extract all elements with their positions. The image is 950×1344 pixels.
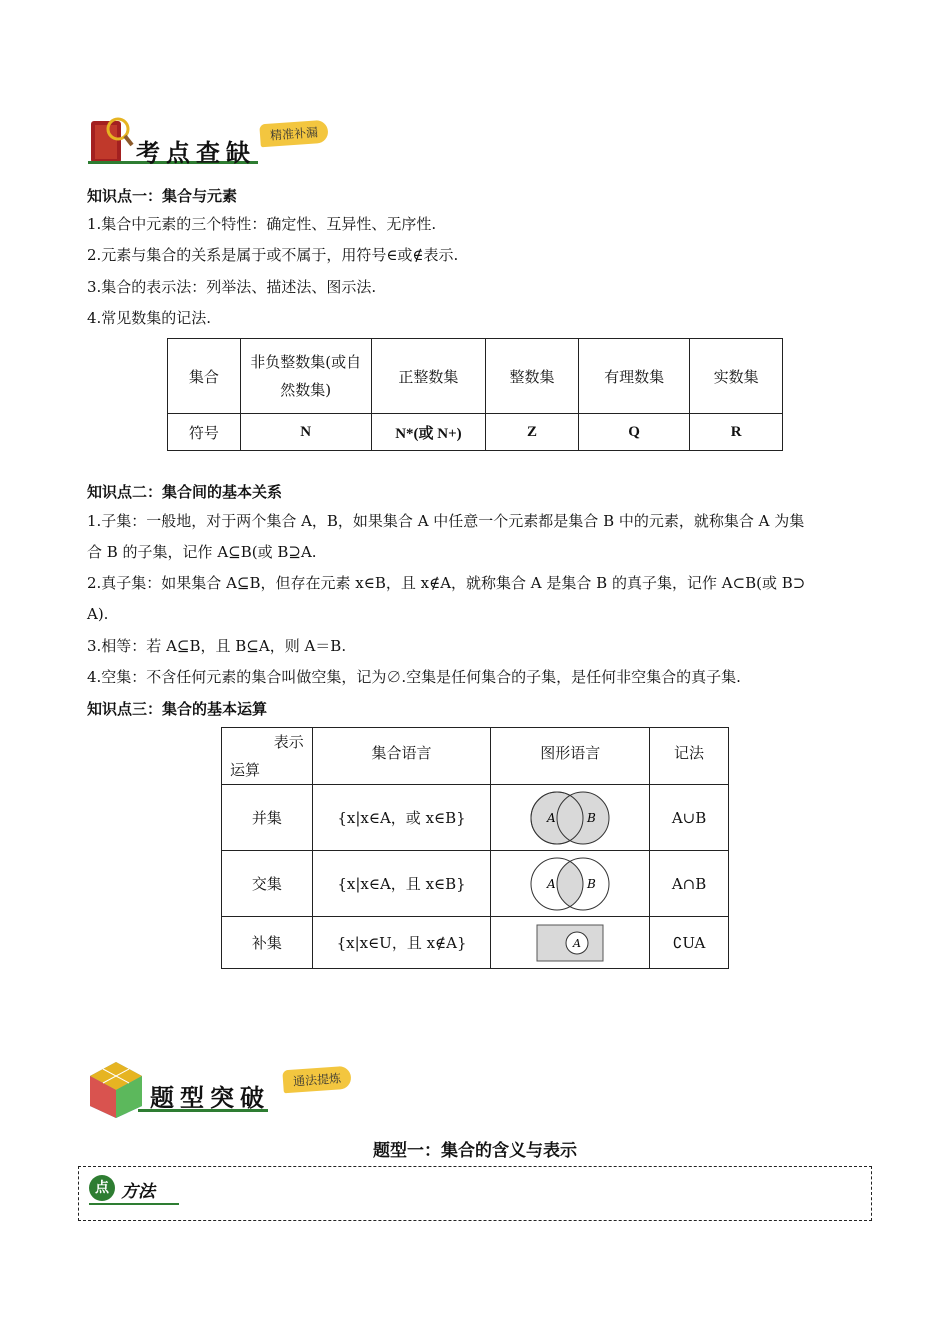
table-cell: {x|x∈A，且 x∈B} [312, 851, 491, 917]
text-line: A). [87, 605, 109, 623]
section-title: 题型一：集合的含义与表示 [373, 1141, 577, 1161]
table-cell: 正整数集 [371, 339, 486, 414]
text-line: 2.元素与集合的关系是属于或不属于，用符号∈或∉表示. [87, 246, 459, 264]
method-badge: 点 [89, 1175, 115, 1201]
text-line: 3.集合的表示法：列举法、描述法、图示法. [87, 278, 377, 296]
heading-knowledge-3: 知识点三：集合的基本运算 [87, 700, 268, 718]
table-cell: 符号 [168, 414, 241, 451]
text-line: 合 B 的子集，记作 A⊆B(或 B⊇A. [87, 543, 317, 561]
banner-tag: 精准补漏 [259, 120, 328, 148]
table-cell: A∩B [650, 851, 729, 917]
table-cell: 实数集 [690, 339, 783, 414]
table-cell: 并集 [222, 785, 313, 851]
text-line: 1.集合中元素的三个特性：确定性、互异性、无序性. [87, 215, 437, 233]
table-cell: 有理数集 [578, 339, 690, 414]
table-cell: 集合语言 [312, 728, 491, 785]
text-line: 3.相等：若 A⊆B，且 B⊆A，则 A＝B. [87, 637, 347, 655]
table-cell: 集合 [168, 339, 241, 414]
table-cell: N [240, 414, 371, 451]
venn-label-b: B [587, 810, 597, 825]
book-magnifier-icon [88, 115, 134, 167]
banner-tag: 通法提炼 [282, 1066, 351, 1094]
header-top: 表示 [273, 733, 304, 751]
text-line: 1.子集：一般地，对于两个集合 A，B，如果集合 A 中任意一个元素都是集合 B 中的元素，就称集合 A 为集 [87, 512, 805, 530]
table-cell: {x|x∈A，或 x∈B} [312, 785, 491, 851]
table-cell: A∪B [650, 785, 729, 851]
venn-intersection-cell [491, 851, 650, 917]
table-cell: 交集 [222, 851, 313, 917]
venn-union-cell [491, 785, 650, 851]
set-operation-table [221, 727, 729, 969]
puzzle-cube-icon [88, 1060, 144, 1120]
venn-complement-diagram [536, 924, 604, 962]
table-cell: N*(或 N+) [371, 414, 486, 451]
number-set-table [167, 338, 783, 451]
heading-knowledge-1: 知识点一：集合与元素 [87, 187, 238, 205]
method-box [78, 1166, 872, 1221]
banner-title: 题型突破 [150, 1083, 270, 1112]
venn-label-a: A [547, 810, 556, 825]
table-cell: 记法 [650, 728, 729, 785]
banner-title: 考点查缺 [136, 138, 256, 167]
table-cell: 补集 [222, 917, 313, 969]
venn-intersection-diagram [525, 854, 615, 914]
banner-kaodian [88, 115, 358, 167]
table-cell: 非负整数集(或自然数集) [240, 339, 371, 414]
venn-label-a: A [547, 876, 556, 891]
banner-tixing [88, 1060, 378, 1120]
text-line: 4.空集：不含任何元素的集合叫做空集，记为∅.空集是任何集合的子集，是任何非空集合的真子集. [87, 668, 741, 686]
method-label: 方法 [121, 1182, 155, 1202]
table-cell: 图形语言 [491, 728, 650, 785]
diagonal-header-cell [222, 728, 313, 785]
venn-label-b: B [587, 876, 597, 891]
venn-union-diagram [525, 788, 615, 848]
text-line: 4.常见数集的记法. [87, 309, 212, 327]
venn-complement-cell [491, 917, 650, 969]
table-cell: 整数集 [486, 339, 579, 414]
header-bottom: 运算 [230, 761, 261, 779]
table-cell: R [690, 414, 783, 451]
table-cell: {x|x∈U，且 x∉A} [312, 917, 491, 969]
table-cell: Q [578, 414, 690, 451]
table-cell: ∁UA [650, 917, 729, 969]
table-cell: Z [486, 414, 579, 451]
venn-label-a: A [573, 936, 582, 950]
heading-knowledge-2: 知识点二：集合间的基本关系 [87, 483, 283, 501]
text-line: 2.真子集：如果集合 A⊆B，但存在元素 x∈B，且 x∉A，就称集合 A 是集合 B 的真子集，记作 A⊂B(或 B⊃ [87, 574, 806, 592]
